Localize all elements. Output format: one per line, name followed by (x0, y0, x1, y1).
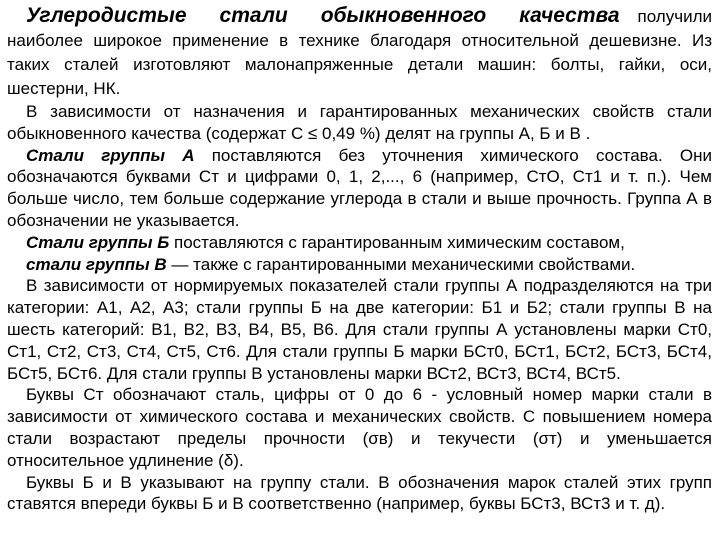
paragraph-groups: В зависимости от назначения и гарантированных механических свойств стали обыкновенного качества (содержат С ≤ 0,49 %) делят на группы А, Б и В . (7, 102, 712, 143)
paragraph-prefix: Буквы Б и В указывают на группу стали. В обозначения марок сталей этих групп ставятся впереди буквы Б и В соответственно (например, буквы БСт3, ВСт3 и т. д). (7, 472, 712, 514)
group-v-text: — также с гарантированными механическими свойствами. (171, 254, 636, 274)
paragraph-marking: Буквы Ст обозначают сталь, цифры от 0 до 6 - условный номер марки стали в зависимости от химического состава и механических свойств. С повышением номера стали возрастают пределы прочности (σв) и текучести (σт) и уменьшается относительное удлинение (δ). (7, 385, 712, 470)
paragraph-group-v (7, 254, 712, 276)
group-b-text: поставляются с гарантированным химическим составом, (174, 232, 625, 252)
group-a-heading: Стали группы А (26, 145, 195, 165)
paragraph-intro (7, 4, 712, 101)
group-b-heading: Стали группы Б (26, 232, 170, 252)
paragraph-group-a (7, 145, 712, 232)
document-title: Углеродистые стали обыкновенного качества (26, 4, 620, 27)
paragraph-group-b (7, 232, 712, 254)
group-v-heading: стали группы В (26, 254, 167, 274)
intro-text: получили наиболее широкое применение в технике благодаря относительной дешевизне. Из таких сталей изготовляют малонапряженные детали машин: болты, гайки, оси, шестерни, НК. (7, 7, 712, 98)
group-a-text: поставляются без уточнения химического состава. Они обозначаются буквами Ст и цифрами 0, 1, 2,..., 6 (например, СтО, Ст1 и т. п.). Чем больше число, тем больше содержание углерода в стали и выше прочность. Группа А в обозначении не указывается. (7, 145, 712, 230)
paragraph-categories: В зависимости от нормируемых показателей стали группы А подразделяются на три категории: А1, А2, A3; стали группы Б на две категории: Б1 и Б2; стали группы В на шесть категорий: В1, В2, В3, В4, В5, В6. Для стали группы А установлены марки Ст0, Ст1, Ст2, Ст3, Ст4, Ст5, Ст6. Для стали группы Б марки БСт0, БСт1, БСт2, БСт3, БСт4, БСт5, БСт6. Для стали группы В установлены марки ВСт2, ВСт3, ВСт4, ВСт5. (7, 276, 712, 383)
